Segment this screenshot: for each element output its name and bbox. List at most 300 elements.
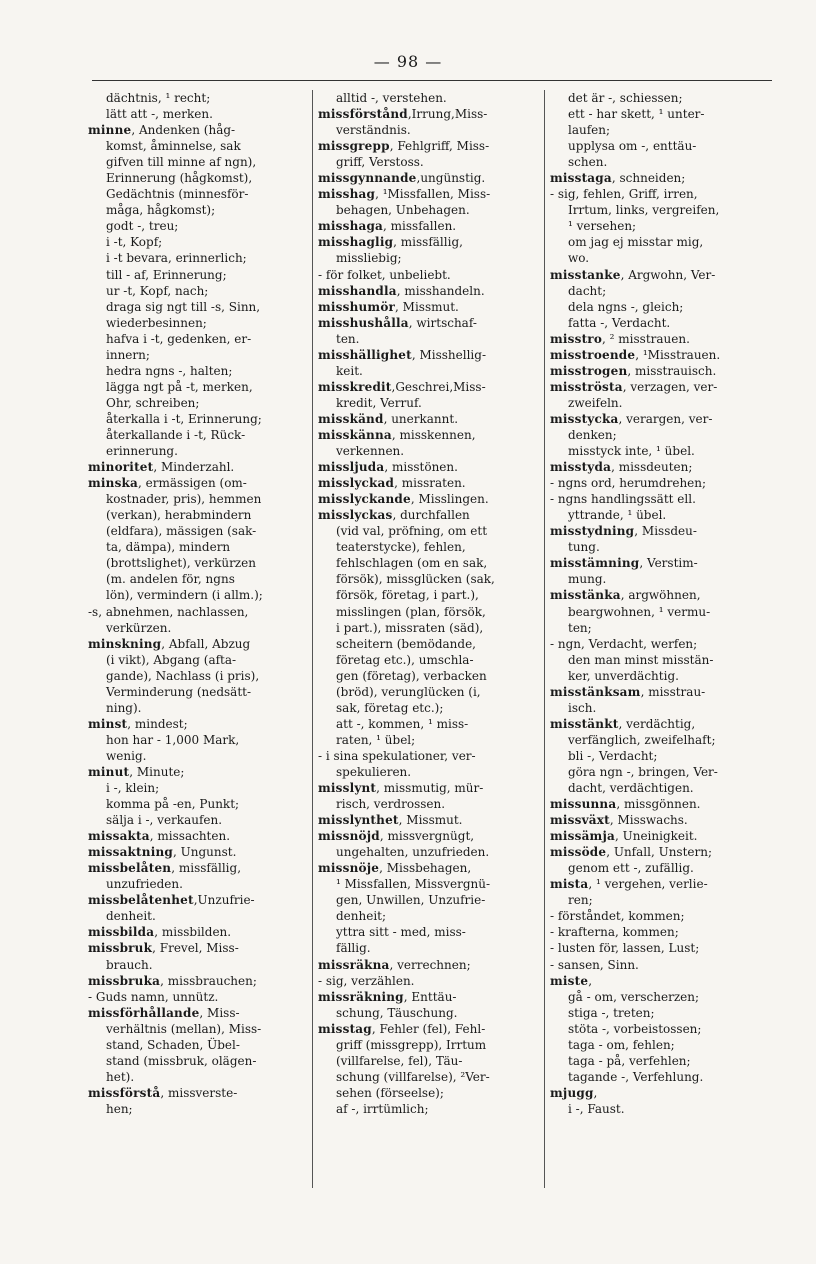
dictionary-line xyxy=(88,491,310,507)
dictionary-line xyxy=(550,1101,772,1117)
entry-text: , mindest; xyxy=(127,716,188,731)
entry-text: , ² misstrauen. xyxy=(602,331,690,346)
entry-text: , misstrau- xyxy=(640,684,706,699)
dictionary-line xyxy=(550,90,772,106)
entry-text: - sig, fehlen, Griff, irren, xyxy=(550,187,698,202)
entry-text: (verkan), herabmindern xyxy=(106,508,252,523)
entry-text: ¹ Missfallen, Missvergnü- xyxy=(336,877,491,892)
headword: missförstå xyxy=(88,1085,161,1100)
entry-text: stöta -, vorbeistossen; xyxy=(568,1021,702,1036)
dictionary-line xyxy=(88,700,310,716)
entry-text: , Missmut. xyxy=(398,813,463,828)
entry-text: , Misslingen. xyxy=(410,492,489,507)
dictionary-line xyxy=(550,395,772,411)
dictionary-line xyxy=(88,170,310,186)
dictionary-entry xyxy=(318,989,540,1005)
entry-text: verhältnis (mellan), Miss- xyxy=(106,1021,262,1036)
dictionary-line xyxy=(88,347,310,363)
entry-text: wo. xyxy=(568,251,590,266)
dictionary-line xyxy=(550,250,772,266)
dictionary-entry xyxy=(318,170,540,186)
dictionary-line xyxy=(318,940,540,956)
entry-text: missliebig; xyxy=(336,251,402,266)
entry-text: ning). xyxy=(106,700,142,715)
entry-text: , wirtschaf- xyxy=(408,315,477,330)
entry-text: , Enttäu- xyxy=(403,989,457,1004)
entry-text: - för folket, unbeliebt. xyxy=(318,267,451,282)
dictionary-line xyxy=(550,202,772,218)
dictionary-line xyxy=(318,395,540,411)
entry-text: yttra sitt - med, miss- xyxy=(336,925,466,940)
headword: misstag xyxy=(318,1021,372,1036)
dictionary-entry xyxy=(318,379,540,395)
dictionary-entry xyxy=(88,1085,310,1101)
dictionary-line xyxy=(550,234,772,250)
dictionary-line xyxy=(318,668,540,684)
dictionary-line xyxy=(318,202,540,218)
entry-text: wiederbesinnen; xyxy=(106,315,207,330)
entry-text: komma på -en, Punkt; xyxy=(106,797,240,812)
entry-text: teaterstycke), fehlen, xyxy=(336,540,466,555)
entry-text: - lusten för, lassen, Lust; xyxy=(550,941,700,956)
entry-text: i part.), missraten (säd), xyxy=(336,620,484,635)
dictionary-entry xyxy=(318,283,540,299)
dictionary-line xyxy=(550,1021,772,1037)
entry-text: , Unfall, Unstern; xyxy=(606,845,713,860)
dictionary-line xyxy=(318,1053,540,1069)
entry-text: (vid val, pröfning, om ett xyxy=(336,524,488,539)
entry-text: företag etc.), umschla- xyxy=(336,652,474,667)
entry-text: , Missdeu- xyxy=(634,524,697,539)
dictionary-line xyxy=(550,604,772,620)
dictionary-line xyxy=(550,764,772,780)
dictionary-line xyxy=(550,539,772,555)
dictionary-line xyxy=(550,732,772,748)
dictionary-line xyxy=(88,234,310,250)
dictionary-line xyxy=(318,571,540,587)
entry-text: till - af, Erinnerung; xyxy=(106,267,227,282)
headword: misslyckande xyxy=(318,492,411,507)
entry-text: taga - på, verfehlen; xyxy=(568,1053,691,1068)
dictionary-line xyxy=(318,443,540,459)
headword: misstroende xyxy=(550,347,636,362)
dictionary-line xyxy=(318,90,540,106)
dictionary-line xyxy=(550,748,772,764)
entry-text: , Argwohn, Ver- xyxy=(620,267,716,282)
headword: misskänd xyxy=(318,411,384,426)
entry-text: , missdeuten; xyxy=(611,460,693,475)
dictionary-line xyxy=(550,620,772,636)
entry-text: , misskennen, xyxy=(391,427,476,442)
entry-text: draga sig ngt till -s, Sinn, xyxy=(106,299,261,314)
headword: missgynnande xyxy=(318,171,417,186)
headword: misstycka xyxy=(550,411,619,426)
dictionary-entry xyxy=(88,860,310,876)
entry-text: , missachten. xyxy=(149,829,231,844)
dictionary-entry xyxy=(88,764,310,780)
dictionary-line xyxy=(88,1037,310,1053)
entry-text: - sansen, Sinn. xyxy=(550,957,639,972)
entry-text: schung (villfarelse), ²Ver- xyxy=(336,1069,490,1084)
entry-text: fällig. xyxy=(336,941,371,956)
entry-text: spekulieren. xyxy=(336,764,412,779)
dictionary-line xyxy=(318,1005,540,1021)
headword: missbilda xyxy=(88,925,155,940)
entry-text: , xyxy=(588,973,593,988)
entry-text: raten, ¹ übel; xyxy=(336,732,416,747)
entry-text: ungehalten, unzufrieden. xyxy=(336,845,490,860)
entry-text: mung. xyxy=(568,572,607,587)
dictionary-line xyxy=(88,202,310,218)
dictionary-entry xyxy=(550,331,772,347)
entry-text: , Verstim- xyxy=(639,556,698,571)
entry-text: verkürzen. xyxy=(106,620,172,635)
column-2 xyxy=(318,90,540,1117)
entry-text: , Missbehagen, xyxy=(379,861,472,876)
column-divider xyxy=(312,90,313,1188)
dictionary-entry xyxy=(550,523,772,539)
entry-text: i -, klein; xyxy=(106,781,160,796)
dictionary-entry xyxy=(88,973,310,989)
dictionary-entry xyxy=(550,555,772,571)
entry-text: , ¹ vergehen, verlie- xyxy=(588,877,708,892)
entry-text: gande), Nachlass (i pris), xyxy=(106,668,260,683)
dictionary-line xyxy=(550,989,772,1005)
dictionary-line xyxy=(550,652,772,668)
dictionary-entry xyxy=(550,587,772,603)
headword: missöde xyxy=(550,845,607,860)
entry-text: , missgönnen. xyxy=(616,797,701,812)
entry-text: gifven till minne af ngn), xyxy=(106,155,257,170)
dictionary-entry xyxy=(318,828,540,844)
entry-text: verständnis. xyxy=(336,123,411,138)
entry-text: (villfarelse, fel), Täu- xyxy=(336,1053,463,1068)
entry-text: i -, Faust. xyxy=(568,1101,625,1116)
dictionary-line xyxy=(88,315,310,331)
entry-text: stand, Schaden, Übel- xyxy=(106,1037,240,1052)
dictionary-entry xyxy=(88,828,310,844)
dictionary-line xyxy=(88,555,310,571)
dictionary-line xyxy=(550,1005,772,1021)
dictionary-line xyxy=(550,1053,772,1069)
dictionary-entry xyxy=(88,844,310,860)
entry-text: tung. xyxy=(568,540,600,555)
entry-text: ta, dämpa), mindern xyxy=(106,540,231,555)
headword: misstaga xyxy=(550,171,612,186)
entry-text: brauch. xyxy=(106,957,153,972)
dictionary-line xyxy=(88,299,310,315)
dictionary-line xyxy=(318,732,540,748)
entry-text: återkalla i -t, Erinnerung; xyxy=(106,411,262,426)
entry-text: - förståndet, kommen; xyxy=(550,909,685,924)
dictionary-entry xyxy=(550,379,772,395)
headword: misstydning xyxy=(550,524,635,539)
headword: missräkning xyxy=(318,989,404,1004)
dictionary-entry xyxy=(550,876,772,892)
entry-text: griff (missgrepp), Irrtum xyxy=(336,1037,487,1052)
dictionary-entry xyxy=(550,170,772,186)
entry-text: sehen (förseelse); xyxy=(336,1085,444,1100)
dictionary-line xyxy=(550,122,772,138)
dictionary-entry xyxy=(88,475,310,491)
entry-text: , Fehlgriff, Miss- xyxy=(389,139,490,154)
headword: missbelåten xyxy=(88,861,172,876)
dictionary-line xyxy=(318,844,540,860)
dictionary-entry xyxy=(88,636,310,652)
headword: misströsta xyxy=(550,379,623,394)
column-1 xyxy=(88,90,310,1117)
entry-text: Irrtum, links, vergreifen, xyxy=(568,203,720,218)
entry-text: (m. andelen för, ngns xyxy=(106,572,235,587)
dictionary-entry xyxy=(318,347,540,363)
headword: misshag xyxy=(318,187,376,202)
entry-text: ten; xyxy=(568,620,592,635)
dictionary-entry xyxy=(318,315,540,331)
dictionary-line xyxy=(88,587,310,603)
entry-text: alltid -, verstehen. xyxy=(336,91,447,105)
dictionary-line xyxy=(550,780,772,796)
dictionary-line xyxy=(88,908,310,924)
dictionary-entry xyxy=(88,716,310,732)
dictionary-entry xyxy=(550,347,772,363)
dictionary-entry xyxy=(550,411,772,427)
dictionary-line xyxy=(318,924,540,940)
entry-text: tagande -, Verfehlung. xyxy=(568,1069,704,1084)
dictionary-entry xyxy=(550,796,772,812)
headword: missaktning xyxy=(88,845,173,860)
entry-text: denken; xyxy=(568,427,617,442)
dictionary-line xyxy=(550,908,772,924)
dictionary-line xyxy=(550,668,772,684)
dictionary-line xyxy=(318,684,540,700)
dictionary-line xyxy=(550,860,772,876)
entry-text: denheit. xyxy=(106,909,156,924)
headword: misstanke xyxy=(550,267,621,282)
dictionary-line xyxy=(318,700,540,716)
entry-text: , Missmut. xyxy=(395,299,459,314)
dictionary-line xyxy=(318,636,540,652)
dictionary-line xyxy=(88,283,310,299)
dictionary-line xyxy=(550,892,772,908)
headword: misshaga xyxy=(318,219,384,234)
dictionary-line xyxy=(88,395,310,411)
entry-text: - krafterna, kommen; xyxy=(550,925,679,940)
dictionary-line xyxy=(550,507,772,523)
entry-text: , misstrauisch. xyxy=(627,363,717,378)
dictionary-line xyxy=(550,106,772,122)
entry-text: , verdächtig, xyxy=(618,716,696,731)
dictionary-line xyxy=(318,250,540,266)
headword: minut xyxy=(88,764,130,779)
dictionary-line xyxy=(88,411,310,427)
dictionary-line xyxy=(88,507,310,523)
headword: missbelåtenhet xyxy=(88,893,194,908)
dictionary-entry xyxy=(318,780,540,796)
entry-text: , Fehler (fel), Fehl- xyxy=(371,1021,486,1036)
dictionary-entry xyxy=(318,812,540,828)
page-number: — 98 — xyxy=(373,52,443,71)
dictionary-line xyxy=(550,186,772,202)
entry-text: i -t bevara, erinnerlich; xyxy=(106,251,247,266)
dictionary-line xyxy=(88,796,310,812)
entry-text: , Miss- xyxy=(199,1005,240,1020)
entry-text: måga, hågkomst); xyxy=(106,203,216,218)
headword: minoritet xyxy=(88,460,154,475)
dictionary-line xyxy=(318,748,540,764)
entry-text: , Uneinigkeit. xyxy=(614,829,698,844)
entry-text: försök, företag, i part.), xyxy=(336,588,479,603)
entry-text: , missmutig, mür- xyxy=(376,781,484,796)
dictionary-entry xyxy=(550,812,772,828)
headword: misstämning xyxy=(550,556,640,571)
entry-text: schung, Täuschung. xyxy=(336,1005,458,1020)
dictionary-entry xyxy=(318,1021,540,1037)
dictionary-entry xyxy=(318,475,540,491)
entry-text: upplysa om -, enttäu- xyxy=(568,139,697,154)
entry-text: , Frevel, Miss- xyxy=(152,941,239,956)
entry-text: gen (företag), verbacken xyxy=(336,668,487,683)
dictionary-entry xyxy=(550,363,772,379)
dictionary-entry xyxy=(88,924,310,940)
dictionary-line xyxy=(550,315,772,331)
dictionary-line xyxy=(550,940,772,956)
dictionary-entry xyxy=(318,138,540,154)
entry-text: , verzagen, ver- xyxy=(622,379,718,394)
headword: missljuda xyxy=(318,460,385,475)
dictionary-line xyxy=(88,539,310,555)
dictionary-line xyxy=(318,652,540,668)
entry-text: , Ungunst. xyxy=(173,845,237,860)
entry-text: stiga -, treten; xyxy=(568,1005,655,1020)
dictionary-entry xyxy=(550,844,772,860)
entry-text: hedra ngns -, halten; xyxy=(106,363,233,378)
dictionary-line xyxy=(88,267,310,283)
entry-text: kostnader, pris), hemmen xyxy=(106,492,262,507)
entry-text: , xyxy=(593,1085,598,1100)
dictionary-line xyxy=(550,700,772,716)
entry-text: , ¹Misstrauen. xyxy=(635,347,721,362)
entry-text: , Minderzahl. xyxy=(153,460,235,475)
headword: misskänna xyxy=(318,427,392,442)
entry-text: i -t, Kopf; xyxy=(106,235,163,250)
entry-text: ker, unverdächtig. xyxy=(568,668,679,683)
headword: misstyda xyxy=(550,460,612,475)
dictionary-line xyxy=(318,539,540,555)
dictionary-line xyxy=(88,604,310,620)
dictionary-entry xyxy=(318,411,540,427)
dictionary-line xyxy=(318,604,540,620)
headword: mista xyxy=(550,877,589,892)
headword: missbruk xyxy=(88,941,153,956)
entry-text: gå - om, verscherzen; xyxy=(568,989,700,1004)
dictionary-line xyxy=(318,154,540,170)
entry-text: , Minute; xyxy=(129,764,185,779)
column-divider xyxy=(544,90,545,1188)
entry-text: försök), missglücken (sak, xyxy=(336,572,495,587)
dictionary-line xyxy=(318,892,540,908)
dictionary-entry xyxy=(88,892,310,908)
entry-text: , Misswachs. xyxy=(609,813,688,828)
entry-text: , Misshellig- xyxy=(411,347,486,362)
entry-text: - ngns ord, herumdrehen; xyxy=(550,476,707,491)
headword: minskning xyxy=(88,636,162,651)
dictionary-line xyxy=(88,668,310,684)
dictionary-line xyxy=(88,186,310,202)
dictionary-line xyxy=(88,106,310,122)
headword: missbruka xyxy=(88,973,161,988)
dictionary-line xyxy=(88,620,310,636)
entry-text: den man minst misstän- xyxy=(568,652,714,667)
entry-text: Gedächtnis (minnesför- xyxy=(106,187,249,202)
entry-text: Verminderung (nedsätt- xyxy=(106,684,252,699)
entry-text: Erinnerung (hågkomst), xyxy=(106,171,253,186)
dictionary-line xyxy=(88,957,310,973)
dictionary-line xyxy=(88,1053,310,1069)
dictionary-line xyxy=(318,267,540,283)
dictionary-line xyxy=(550,283,772,299)
dictionary-entry xyxy=(318,957,540,973)
entry-text: (brottslighet), verkürzen xyxy=(106,556,256,571)
headword: minska xyxy=(88,476,139,491)
entry-text: , schneiden; xyxy=(611,171,686,186)
column-3 xyxy=(550,90,772,1117)
dictionary-line xyxy=(550,1069,772,1085)
entry-text: , verrechnen; xyxy=(389,957,471,972)
headword: misslyckas xyxy=(318,508,393,523)
headword: misshumör xyxy=(318,299,396,314)
dictionary-entry xyxy=(318,507,540,523)
entry-text: , misstönen. xyxy=(384,460,458,475)
dictionary-entry xyxy=(318,459,540,475)
dictionary-entry xyxy=(318,860,540,876)
dictionary-line xyxy=(88,652,310,668)
entry-text: bli -, Verdacht; xyxy=(568,748,658,763)
headword: misslynthet xyxy=(318,813,399,828)
headword: missunna xyxy=(550,797,617,812)
entry-text: laufen; xyxy=(568,123,611,138)
entry-text: lägga ngt på -t, merken, xyxy=(106,379,253,394)
headword: missgrepp xyxy=(318,139,390,154)
dictionary-line xyxy=(318,716,540,732)
entry-text: het). xyxy=(106,1069,135,1084)
headword: misslynt xyxy=(318,781,377,796)
entry-text: godt -, treu; xyxy=(106,219,179,234)
entry-text: , verargen, ver- xyxy=(618,411,713,426)
entry-text: zweifeln. xyxy=(568,395,623,410)
entry-text: att -, kommen, ¹ miss- xyxy=(336,716,469,731)
entry-text: , missbilden. xyxy=(154,925,232,940)
dictionary-entry xyxy=(318,218,540,234)
entry-text: gen, Unwillen, Unzufrie- xyxy=(336,893,486,908)
dictionary-line xyxy=(550,427,772,443)
dictionary-line xyxy=(88,1101,310,1117)
entry-text: ett - har skett, ¹ unter- xyxy=(568,107,705,122)
entry-text: göra ngn -, bringen, Ver- xyxy=(568,764,718,779)
dictionary-line xyxy=(88,1021,310,1037)
dictionary-line xyxy=(88,443,310,459)
headword: misstänkt xyxy=(550,716,619,731)
dictionary-line xyxy=(88,218,310,234)
dictionary-entry xyxy=(318,427,540,443)
entry-text: , ¹Missfallen, Miss- xyxy=(375,187,491,202)
headword: misshällighet xyxy=(318,347,412,362)
entry-text: wenig. xyxy=(106,748,147,763)
entry-text: , missraten. xyxy=(394,476,466,491)
dictionary-line xyxy=(88,427,310,443)
entry-text: unzufrieden. xyxy=(106,877,183,892)
dictionary-line xyxy=(550,571,772,587)
entry-text: fehlschlagen (om en sak, xyxy=(336,556,488,571)
